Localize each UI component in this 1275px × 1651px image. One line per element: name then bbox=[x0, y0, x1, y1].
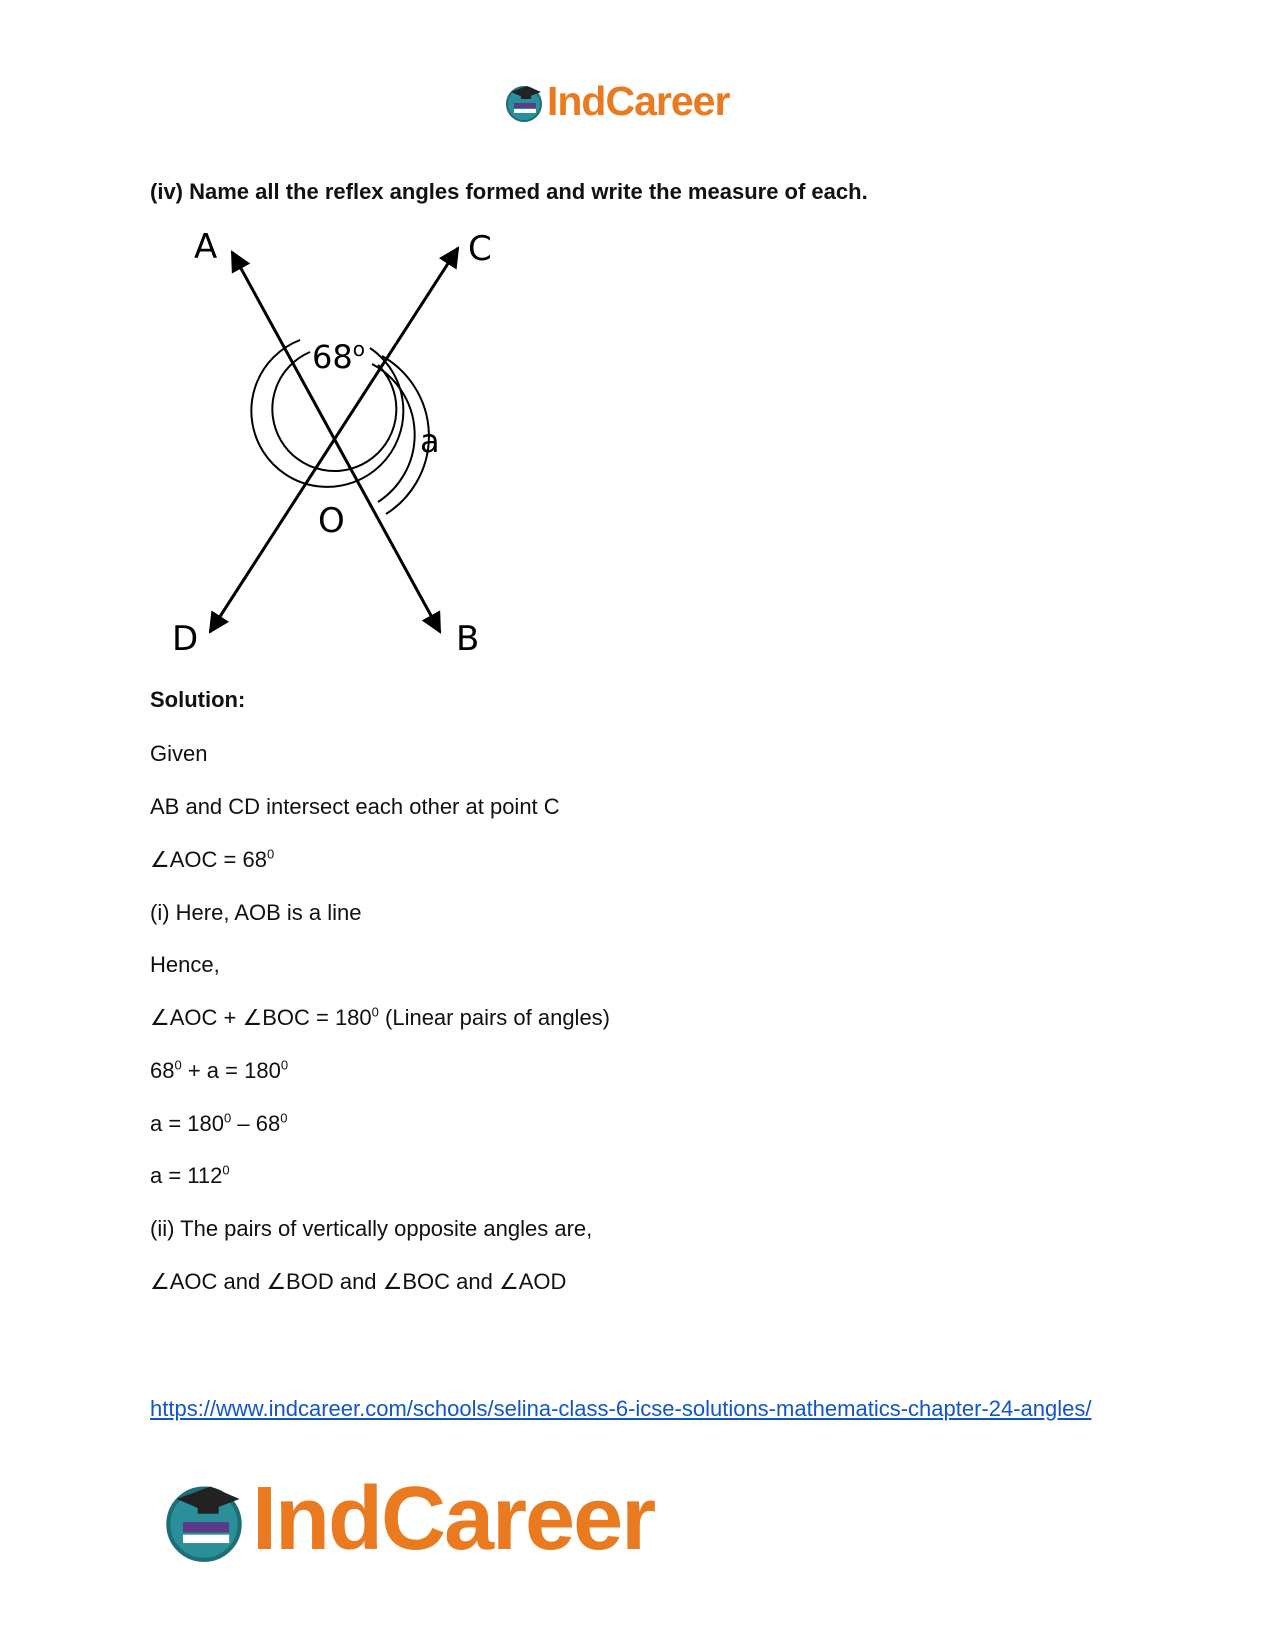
solution-line-vertical-pairs: (ii) The pairs of vertically opposite angles are, bbox=[150, 1216, 593, 1241]
question-heading: (iv) Name all the reflex angles formed and write the measure of each. bbox=[150, 179, 868, 204]
angle-a-arc bbox=[372, 364, 415, 502]
solution-line-equation: $68^0 + a = 180^0$ bbox=[150, 1057, 289, 1083]
solution-line-aoc: ∠AOC = $68^0$ bbox=[150, 846, 275, 872]
logo-text: IndCareer bbox=[252, 1469, 655, 1569]
label-a-point: A bbox=[194, 232, 218, 267]
source-link[interactable]: https://www.indcareer.com/schools/selina-class-6-icse-solutions-mathematics-chapter-24-angles/ bbox=[150, 1396, 1092, 1421]
line-ab bbox=[232, 252, 440, 632]
solution-line-result: $a = 112^0$ bbox=[150, 1162, 230, 1188]
solution-line-subtract: $a = 180^0 - 68^0$ bbox=[150, 1110, 288, 1136]
solution-line-linear-pair: ∠AOC + ∠BOC = $180^0$ (Linear pairs of angles) bbox=[150, 1004, 611, 1030]
intersecting-lines-diagram bbox=[160, 232, 520, 672]
label-o-point: O bbox=[318, 501, 345, 541]
label-angle-68: 68$^o$ bbox=[312, 337, 365, 376]
logo-text: IndCareer bbox=[547, 78, 730, 124]
solution-line-aob: (i) Here, AOB is a line bbox=[150, 900, 362, 925]
graduation-globe-icon bbox=[503, 81, 545, 123]
solution-line-intersect: AB and CD intersect each other at point C bbox=[150, 794, 560, 819]
solution-line-given: Given bbox=[150, 741, 208, 766]
solution-heading: Solution: bbox=[150, 687, 246, 712]
indcareer-logo-header bbox=[503, 78, 729, 125]
label-angle-a: a bbox=[420, 422, 440, 460]
solution-line-hence: Hence, bbox=[150, 952, 220, 977]
solution-line-pairs-list: ∠AOC and ∠BOD and ∠BOC and ∠AOD bbox=[150, 1269, 567, 1294]
label-c-point: C bbox=[468, 232, 492, 269]
indcareer-logo-footer bbox=[160, 1468, 654, 1571]
label-b-point: B bbox=[456, 619, 480, 659]
label-d-point: D bbox=[172, 619, 199, 659]
graduation-globe-icon bbox=[160, 1476, 248, 1564]
